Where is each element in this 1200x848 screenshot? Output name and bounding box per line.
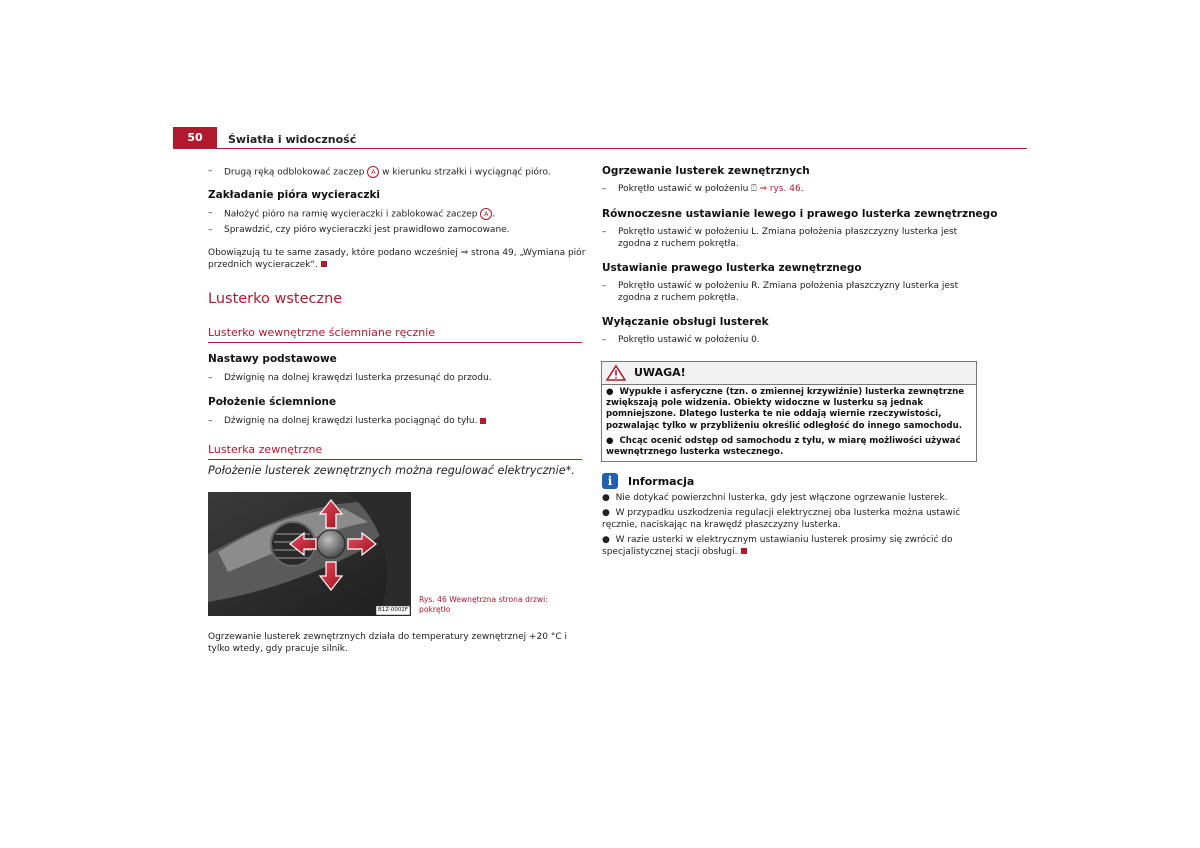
heading-ogrzewanie: Ogrzewanie lusterek zewnętrznych bbox=[602, 165, 810, 177]
info-bullet: ● Nie dotykać powierzchni lusterka, gdy jest włączone ogrzewanie lusterek. bbox=[602, 493, 948, 503]
badge-a: A bbox=[480, 208, 492, 220]
info-bullet: ● W przypadku uszkodzenia regulacji elektrycznej oba lusterka można ustawić ręcznie, naciskając na krawędź płaszczyzny lusterka. bbox=[602, 508, 961, 530]
figure-caption-line2: pokrętło bbox=[419, 605, 451, 614]
subsection-rule bbox=[208, 342, 582, 343]
warning-bullet: ● Wypukłe i asferyczne (tzn. o zmiennej krzywiźnie) lusterka zewnętrzne zwiększają pole widzenia. Obiekty widoczne w lusterku są jednak pomniejszone. Dlatego lusterka te nie oddają wiernie rzeczywistości, pozwalając tylko w przybliżeniu określić odległość do innego samochodu. bbox=[606, 387, 965, 431]
list-item: – Pokrętło ustawić w położeniu ⍞ ⇒ rys. 46. bbox=[602, 184, 992, 196]
warning-box bbox=[601, 361, 977, 462]
chapter-title: Światła i widoczność bbox=[228, 133, 357, 146]
paragraph-text: Obowiązują tu te same zasady, które podano wcześniej ⇒ strona 49, „Wymiana piór przednich wycieraczek“. bbox=[208, 248, 586, 270]
list-item: – Drugą ręką odblokować zaczep A w kierunku strzałki i wyciągnąć pióro. bbox=[208, 166, 598, 179]
heading-polozenie: Położenie ściemnione bbox=[208, 396, 337, 408]
bullet-icon: ● bbox=[606, 387, 620, 397]
figure-link[interactable]: ⇒ rys. 46 bbox=[756, 184, 801, 194]
italic-intro: Położenie lusterek zewnętrznych można regulować elektrycznie*. bbox=[208, 464, 575, 477]
figure-code: B1Z-0002F bbox=[377, 607, 409, 613]
bullet-icon: ● bbox=[606, 436, 620, 446]
heating-symbol-icon: ⍞ bbox=[751, 184, 757, 194]
bullet-icon: ● bbox=[602, 535, 616, 545]
figure-caption-line1: Rys. 46 Wewnętrzna strona drzwi: bbox=[419, 595, 548, 604]
list-item: – Sprawdzić, czy pióro wycieraczki jest prawidłowo zamocowane. bbox=[208, 225, 598, 237]
list-item: – Pokrętło ustawić w położeniu L. Zmiana położenia płaszczyzny lusterka jest zgodna z ruchem pokrętła. bbox=[602, 227, 978, 250]
heading-zakladanie: Zakładanie pióra wycieraczki bbox=[208, 189, 381, 201]
badge-a: A bbox=[367, 166, 379, 178]
info-bullet: ● W razie usterki w elektrycznym ustawianiu lusterek prosimy się zwrócić do specjalistycznej stacji obsługi. bbox=[602, 535, 953, 557]
paragraph: Ogrzewanie lusterek zewnętrznych działa do temperatury zewnętrznej +20 °C i tylko wtedy, gdy pracuje silnik. bbox=[208, 632, 567, 654]
section-title: Lusterko wsteczne bbox=[208, 291, 343, 307]
door-knob-illustration bbox=[208, 492, 411, 616]
warning-title: UWAGA! bbox=[634, 366, 686, 379]
heading-nastawy: Nastawy podstawowe bbox=[208, 353, 337, 365]
warning-bullet: ● Chcąc ocenić odstęp od samochodu z tyłu, w miarę możliwości używać wewnętrznego lusterka wstecznego. bbox=[606, 436, 961, 458]
page-number: 50 bbox=[173, 127, 217, 149]
heading-wylaczanie: Wyłączanie obsługi lusterek bbox=[602, 316, 769, 328]
list-item: – Dźwignię na dolnej krawędzi lusterka przesunąć do przodu. bbox=[208, 373, 598, 385]
subsection-title: Lusterko wewnętrzne ściemniane ręcznie bbox=[208, 326, 436, 339]
header-rule bbox=[173, 148, 1027, 149]
warning-header bbox=[602, 362, 976, 385]
heading-rownoczesne: Równoczesne ustawianie lewego i prawego lusterka zewnętrznego bbox=[602, 208, 998, 220]
list-item: – Nałożyć pióro na ramię wycieraczki i zablokować zaczep A . bbox=[208, 208, 598, 221]
end-marker-icon bbox=[480, 418, 486, 424]
subsection-title: Lusterka zewnętrzne bbox=[208, 443, 323, 456]
bullet-icon: ● bbox=[602, 508, 616, 518]
list-item: – Pokrętło ustawić w położeniu R. Zmiana położenia płaszczyzny lusterka jest zgodna z ruchem pokrętła. bbox=[602, 281, 978, 304]
info-icon: i bbox=[602, 473, 618, 489]
end-marker-icon bbox=[321, 261, 327, 267]
figure-door-knob bbox=[208, 492, 411, 616]
info-title: Informacja bbox=[628, 475, 695, 488]
subsection-rule bbox=[208, 459, 582, 460]
list-item: – Dźwignię na dolnej krawędzi lusterka pociągnąć do tyłu. bbox=[208, 416, 598, 428]
bullet-icon: ● bbox=[602, 493, 616, 503]
warning-triangle-icon bbox=[606, 365, 626, 381]
paragraph bbox=[208, 248, 588, 271]
heading-prawego: Ustawianie prawego lusterka zewnętrznego bbox=[602, 262, 862, 274]
list-item: – Pokrętło ustawić w położeniu 0. bbox=[602, 335, 992, 347]
end-marker-icon bbox=[741, 548, 747, 554]
